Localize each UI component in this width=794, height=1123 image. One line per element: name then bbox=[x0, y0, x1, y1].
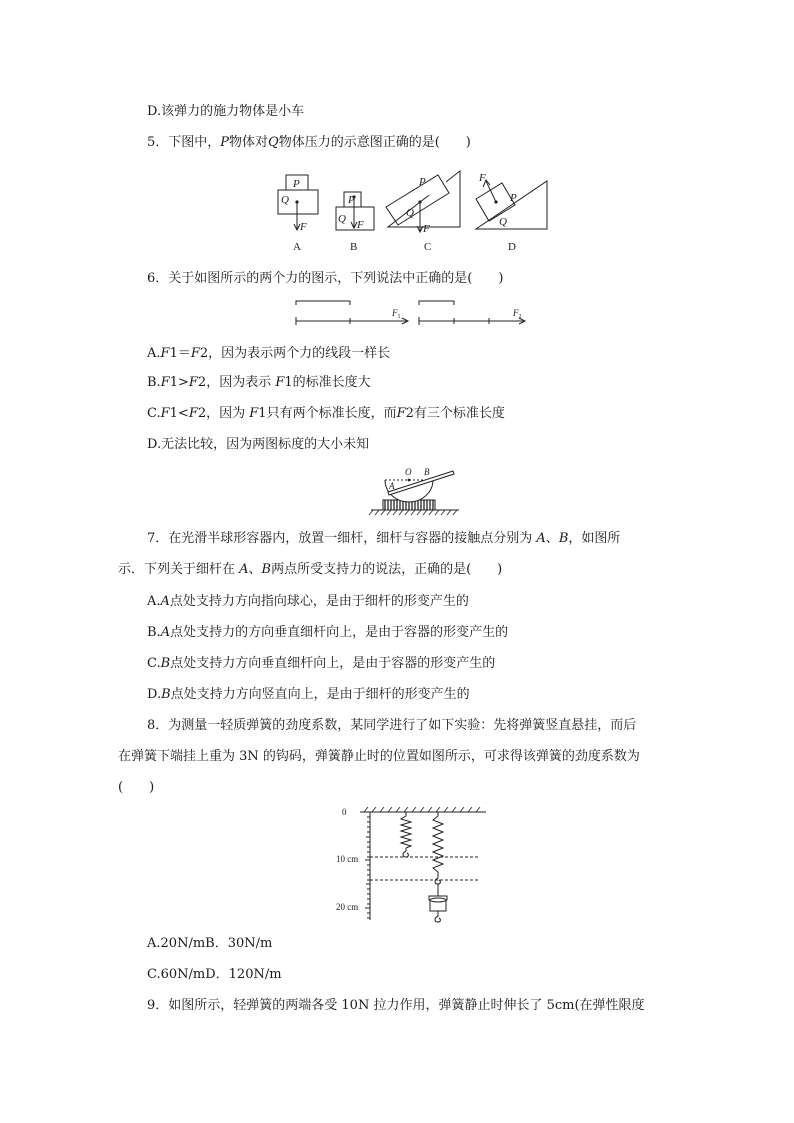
q5-d-label-f: F bbox=[479, 172, 486, 184]
q4-option-d: D.该弹力的施力物体是小车 bbox=[147, 104, 305, 119]
q8-options-ab: A.20N/mB．30N/m bbox=[147, 936, 273, 951]
q6-label-f2: $F_2$ bbox=[513, 308, 522, 320]
q8-options-cd: C.60N/mD．120N/m bbox=[147, 967, 282, 982]
q5-d-label-p: P bbox=[510, 192, 517, 204]
q8-stem-line2: 在弹簧下端挂上重为 3N 的钩码，弹簧静止时的位置如图所示，可求得该弹簧的劲度系数为 bbox=[118, 749, 640, 764]
q6-option-b: B.F1>F2，因为表示 F1的标准长度大 bbox=[147, 375, 371, 390]
q6-figure bbox=[290, 292, 535, 332]
q6-option-c: C.F1<F2，因为 F1只有两个标准长度，而F2有三个标准长度 bbox=[147, 406, 505, 421]
q6-f2-scale bbox=[419, 301, 454, 305]
q7-option-b: B.A点处支持力的方向垂直细杆向上，是由于容器的形变产生的 bbox=[147, 625, 509, 640]
q5-c-label-f: F bbox=[423, 223, 430, 235]
q5-caption-d: D bbox=[508, 241, 516, 253]
q6-option-a: A.F1＝F2，因为表示两个力的线段一样长 bbox=[147, 346, 391, 361]
q5-b-label-f: F bbox=[357, 219, 364, 231]
q6-f1-scale bbox=[296, 301, 350, 305]
q5-caption-c: C bbox=[424, 241, 432, 253]
q7-option-d: D.B点处支持力方向竖直向上，是由于细杆的形变产生的 bbox=[147, 687, 470, 702]
q6-label-f1: $F_1$ bbox=[392, 308, 401, 320]
q8-tick-0: 0 bbox=[342, 807, 347, 817]
q8-tick-20: 20 cm bbox=[336, 902, 359, 912]
q5-caption-a: A bbox=[293, 241, 301, 253]
q5-d-label-q: Q bbox=[499, 216, 507, 228]
q5-b-label-p: P bbox=[348, 194, 355, 206]
q7-figure bbox=[365, 462, 465, 518]
q5-caption-b: B bbox=[350, 241, 358, 253]
q7-label-o: O bbox=[405, 467, 412, 477]
q9-stem-line1: 9．如图所示，轻弹簧的两端各受 10N 拉力作用，弹簧静止时伸长了 5cm(在弹性限度 bbox=[147, 998, 645, 1013]
q7-option-c: C.B点处支持力方向垂直细杆向上，是由于容器的形变产生的 bbox=[147, 656, 496, 671]
q7-label-a: A bbox=[389, 481, 395, 491]
q5-a-label-f: F bbox=[300, 221, 307, 233]
q8-tick-10: 10 cm bbox=[336, 854, 359, 864]
q5-c-label-p: P bbox=[419, 176, 426, 188]
q7-option-a: A.A点处支持力方向指向球心，是由于细杆的形变产生的 bbox=[147, 594, 469, 609]
q8-stem-line3: ( ) bbox=[118, 780, 155, 795]
q5-figure bbox=[270, 165, 560, 257]
q5-b-label-q: Q bbox=[338, 213, 346, 225]
q6-option-d: D.无法比较，因为两图标度的大小未知 bbox=[147, 437, 370, 452]
q8-figure bbox=[330, 800, 490, 930]
q5-a-label-q: Q bbox=[281, 194, 289, 206]
q5-stem: 5．下图中，P物体对Q物体压力的示意图正确的是( ) bbox=[147, 135, 471, 150]
q8-stem-line1: 8．为测量一轻质弹簧的劲度系数，某同学进行了如下实验：先将弹簧竖直悬挂，而后 bbox=[147, 718, 637, 733]
q5-d-incline bbox=[476, 181, 547, 229]
q5-c-label-q: Q bbox=[406, 207, 414, 219]
q6-stem: 6．关于如图所示的两个力的图示，下列说法中正确的是( ) bbox=[147, 271, 504, 286]
q7-label-b: B bbox=[424, 467, 430, 477]
q7-stem-line2: 示．下列关于细杆在 A、B两点所受支持力的说法，正确的是( ) bbox=[118, 562, 503, 577]
q5-a-label-p: P bbox=[293, 178, 300, 190]
q7-stem-line1: 7．在光滑半球形容器内，放置一细杆，细杆与容器的接触点分别为 A、B，如图所 bbox=[147, 531, 621, 546]
